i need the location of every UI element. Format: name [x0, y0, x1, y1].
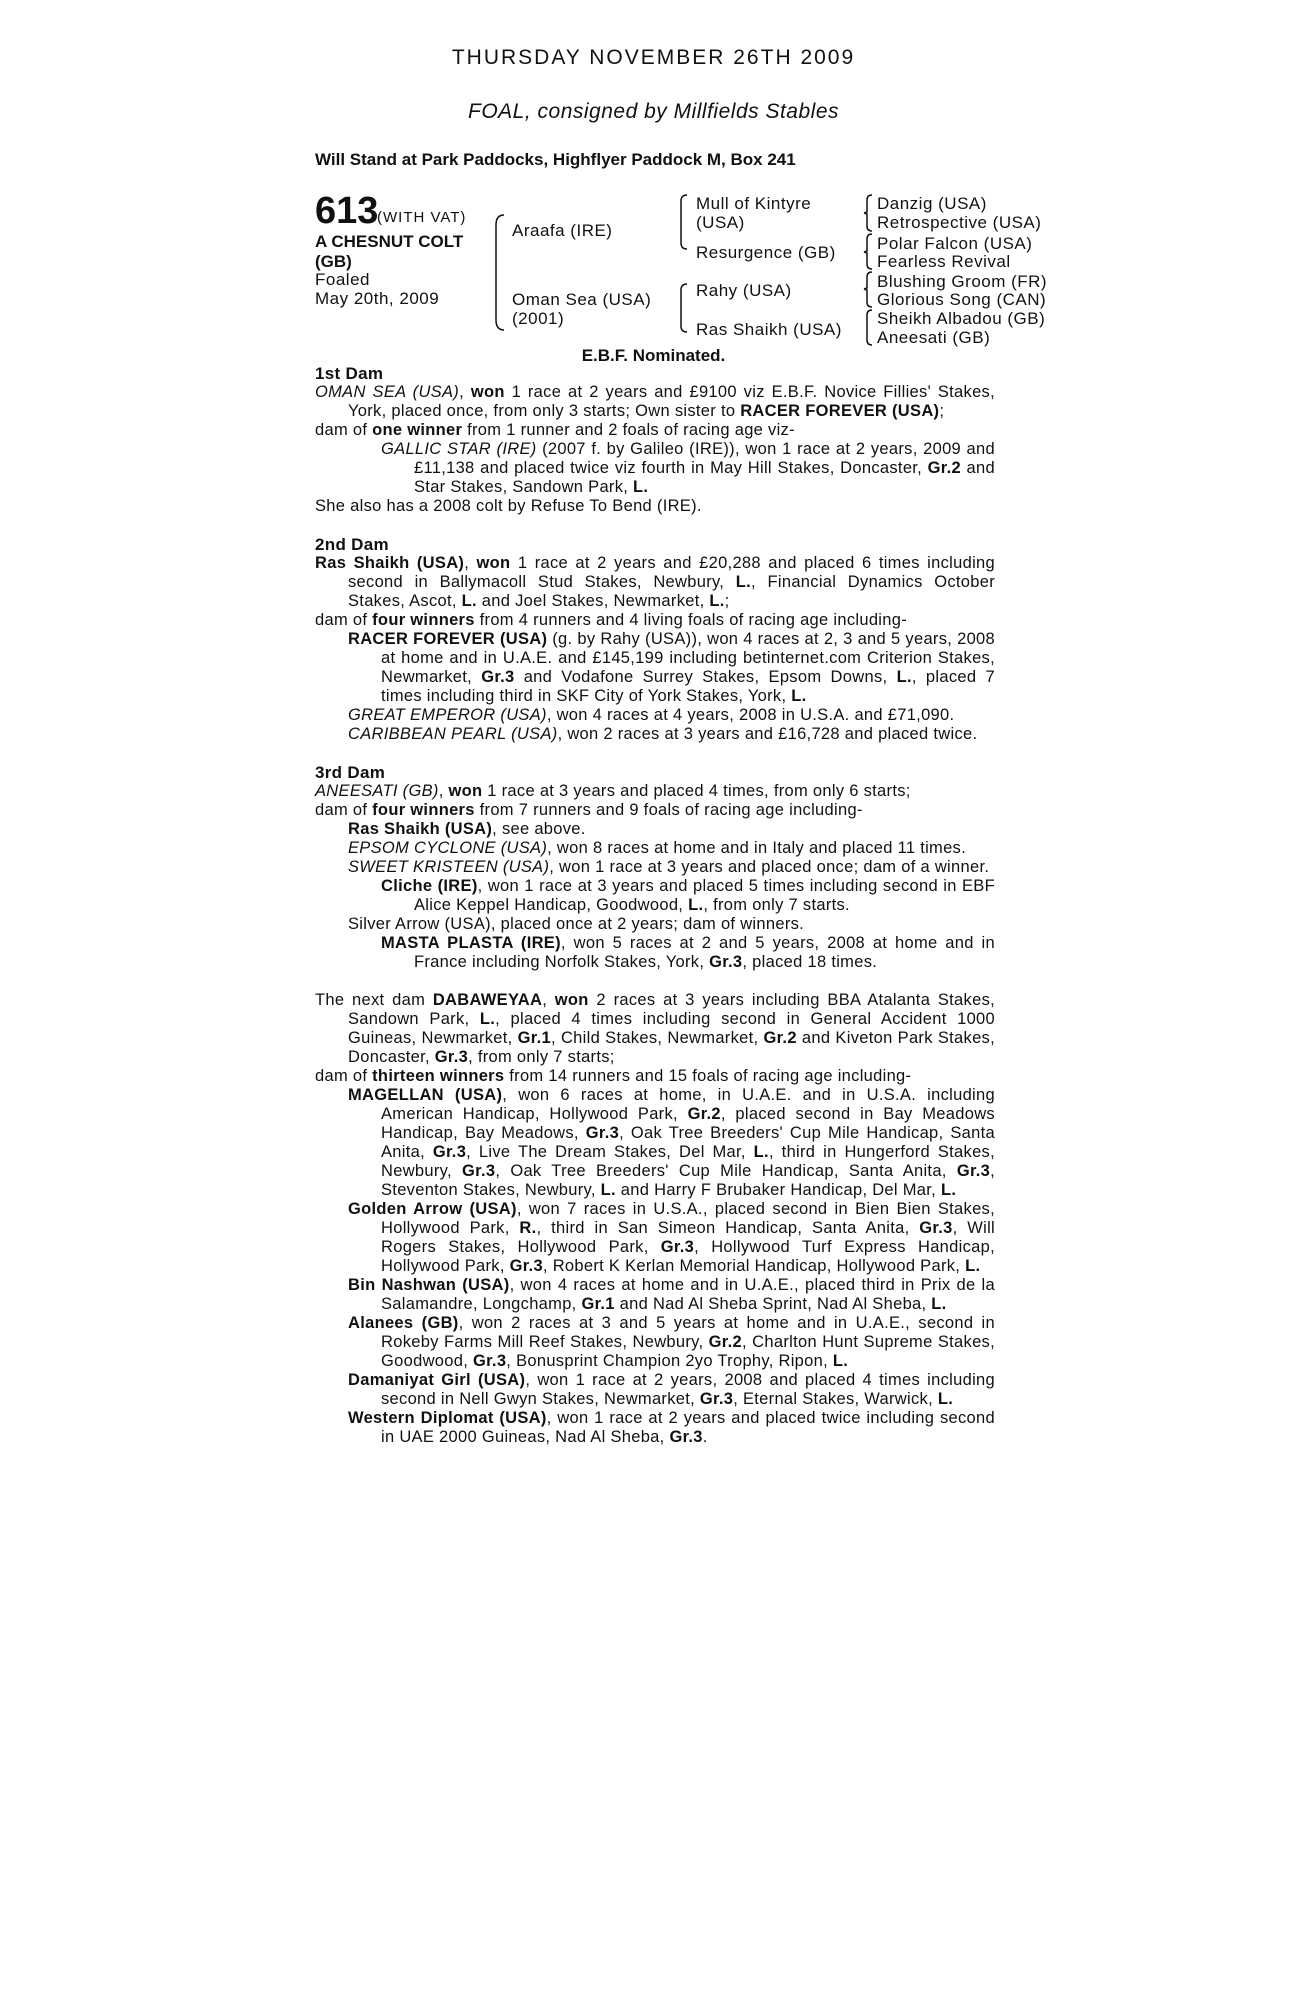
listed-label: L. [461, 592, 477, 610]
horse-text: , won 4 races at 4 years, 2008 in U.S.A. and £71,090. [546, 706, 955, 724]
first-dam-heading: 1st Dam [315, 364, 384, 383]
listed-label: L. [931, 1295, 947, 1313]
horse-text: , see above. [492, 820, 586, 838]
grade-label: Gr.1 [581, 1295, 615, 1313]
pedigree-sire-dam: Resurgence (GB) [696, 243, 836, 262]
produce-golden-arrow [315, 1200, 995, 1276]
horse-text: , won 7 races in U.S.A., placed second in Bien Bien Stakes, Hollywood Park, [381, 1200, 995, 1237]
grade-label: Gr.2 [763, 1029, 797, 1047]
record-text: and Joel Stakes, Newmarket, [476, 592, 710, 610]
pedigree-g7: Sheikh Albadou (GB) [877, 309, 1046, 328]
produce-magellan [315, 1086, 995, 1200]
pedigree-brackets [0, 0, 1307, 360]
produce-masta-plasta [315, 934, 995, 972]
horse-name: Alanees (GB) [348, 1314, 459, 1332]
grade-label: Gr.2 [927, 459, 961, 477]
horse-text: , won 8 races at home and in Italy and placed 11 times. [547, 839, 966, 857]
winners-count: four winners [372, 611, 475, 629]
horse-text: , Bonusprint Champion 2yo Trophy, Ripon, [506, 1352, 833, 1370]
runners-text: from 4 runners and 4 living foals of racing age including- [474, 611, 908, 629]
grade-label: Gr.3 [709, 953, 743, 971]
horse-name: GREAT EMPEROR (USA) [348, 706, 547, 724]
record-text: 1 race at 3 years and placed 4 times, from only 6 starts; [482, 782, 911, 800]
horse-text: , Charlton Hunt Supreme Stakes, Goodwood, [381, 1333, 995, 1370]
horse-text: , Hollywood Turf Express Handicap, Hollywood Park, [381, 1238, 995, 1275]
dam-name: ANEESATI (GB) [315, 782, 439, 800]
horse-text: and Harry F Brubaker Handicap, Del Mar, [615, 1181, 941, 1199]
horse-name: Western Diplomat (USA) [348, 1409, 547, 1427]
runners-text: from 1 runner and 2 foals of racing age viz- [462, 421, 795, 439]
second-dam-heading: 2nd Dam [315, 535, 389, 554]
listed-label: L. [940, 1181, 957, 1199]
pedigree-dam: Oman Sea (USA) [512, 290, 652, 309]
record-text: 2 races at 3 years including BBA Atalanta Stakes, Sandown Park, [348, 991, 995, 1028]
listed-label: L. [600, 1181, 616, 1199]
horse-text: (g. by Rahy (USA)), won 4 races at 2, 3 and 5 years, 2008 at home and in U.A.E. and £145,199 including betinternet.com Criterion Stakes, Newmarket, [381, 630, 996, 686]
pedigree-g8: Aneesati (GB) [877, 328, 991, 347]
next-dam-record [315, 991, 995, 1067]
horse-name: MASTA PLASTA (IRE) [381, 934, 561, 952]
record-text: and Kiveton Park Stakes, Doncaster, [348, 1029, 995, 1066]
catalogue-body [315, 364, 995, 1447]
won-label: won [554, 991, 589, 1009]
grade-label: Gr.3 [481, 668, 515, 686]
first-dam-record: OMAN SEA (USA), won 1 race at 2 years and £9100 viz E.B.F. Novice Fillies' Stakes, York, placed once, from only 3 starts; Own sister to RACER FOREVER (USA); [315, 383, 995, 420]
grade-label: Gr.3 [509, 1257, 543, 1275]
pedigree-g6: Glorious Song (CAN) [877, 290, 1047, 309]
horse-text: , won 4 races at home and in U.A.E., placed third in Prix de la Salamandre, Longchamp, [381, 1276, 995, 1313]
horse-text: , Steventon Stakes, Newbury, [381, 1162, 996, 1199]
dam-name: DABAWEYAA [432, 991, 543, 1009]
pedigree-g5: Blushing Groom (FR) [877, 272, 1048, 291]
listed-label: L. [753, 1143, 769, 1161]
dam-name: Ras Shaikh (USA) [315, 554, 465, 572]
winners-count: thirteen winners [372, 1067, 505, 1085]
next-dam-intro: The next dam [315, 991, 433, 1009]
horse-name: Cliche (IRE) [381, 877, 478, 895]
horse-text: , placed second in Bay Meadows Handicap, Bay Meadows, [381, 1105, 995, 1142]
grade-label: Gr.3 [669, 1428, 703, 1446]
grade-label: Gr.2 [687, 1105, 721, 1123]
produce-western-diplomat [315, 1409, 995, 1447]
first-dam-produce [315, 421, 995, 440]
horse-name: EPSOM CYCLONE (USA) [348, 839, 548, 857]
lot-number: 613 [315, 190, 379, 232]
record-text: , Child Stakes, Newmarket, [550, 1029, 764, 1047]
runners-text: from 7 runners and 9 foals of racing age including- [474, 801, 863, 819]
horse-text: and Nad Al Sheba Sprint, Nad Al Sheba, [614, 1295, 932, 1313]
horse-name: Bin Nashwan (USA) [348, 1276, 510, 1294]
dam-of-label: dam of [315, 801, 373, 819]
produce-silver-arrow: Silver Arrow (USA), placed once at 2 years; dam of winners. [348, 915, 805, 933]
horse-text: , Oak Tree Breeders' Cup Mile Handicap, Santa Anita, [495, 1162, 957, 1180]
listed-label: L. [633, 478, 649, 496]
listed-label: L. [965, 1257, 981, 1275]
grade-label: Gr.3 [956, 1162, 991, 1180]
horse-text: and Vodafone Surrey Stakes, Epsom Downs, [514, 668, 897, 686]
horse-name: Golden Arrow (USA) [348, 1200, 517, 1218]
dam-name: OMAN SEA (USA) [315, 383, 460, 401]
produce-alanees [315, 1314, 995, 1371]
horse-text: , won 1 race at 2 years, 2008 and placed 4 times including second in Nell Gwyn Stakes, Newmarket, [381, 1371, 995, 1408]
third-dam-produce [315, 801, 995, 820]
horse-text: , placed 7 times including third in SKF City of York Stakes, York, [381, 668, 995, 705]
punct: ; [724, 592, 730, 610]
produce-bin-nashwan [315, 1276, 995, 1314]
horse-name: MAGELLAN (USA) [348, 1086, 503, 1104]
horse-text: , from only 7 starts. [703, 896, 850, 914]
horse-name: SWEET KRISTEEN (USA) [348, 858, 550, 876]
won-label: won [470, 383, 505, 401]
listed-label: L. [937, 1390, 954, 1408]
horse-text: , won 1 race at 3 years and placed 5 times including second in EBF Alice Keppel Handicap, Goodwood, [414, 877, 995, 914]
won-label: won [448, 782, 483, 800]
grade-label: Gr.2 [708, 1333, 742, 1351]
pedigree-g2: Retrospective (USA) [877, 213, 1042, 232]
winners-count: four winners [372, 801, 475, 819]
sale-date: THURSDAY NOVEMBER 26TH 2009 [451, 46, 856, 69]
third-dam-record: ANEESATI (GB), won 1 race at 3 years and placed 4 times, from only 6 starts; [315, 782, 911, 800]
won-label: won [476, 554, 511, 572]
listed-label: L. [688, 896, 704, 914]
horse-text: , third in San Simeon Handicap, Santa Anita, [536, 1219, 920, 1237]
dam-of-label: dam of [315, 611, 373, 629]
pedigree-dam-sire: Rahy (USA) [696, 281, 792, 300]
listed-label: L. [479, 1010, 496, 1028]
horse-name: CARIBBEAN PEARL (USA) [348, 725, 558, 743]
runners-text: from 14 runners and 15 foals of racing age including- [504, 1067, 912, 1085]
third-dam-heading: 3rd Dam [315, 763, 386, 782]
horse-text: , won 1 race at 2 years and placed twice including second in UAE 2000 Guineas, Nad Al Sheba, [381, 1409, 995, 1446]
horse-text: , won 2 races at 3 years and £16,728 and placed twice. [557, 725, 978, 743]
horse-text: , won 2 races at 3 and 5 years at home and in U.A.E., second in Rokeby Farms Mill Reef Stakes, Newbury, [381, 1314, 995, 1351]
first-dam-also: She also has a 2008 colt by Refuse To Bend (IRE). [315, 497, 702, 515]
dam-of-label: dam of [315, 1067, 373, 1085]
listed-label: L. [735, 573, 752, 591]
listed-label: L. [896, 668, 912, 686]
punct: . [702, 1428, 708, 1446]
produce-caribbean-pearl [315, 725, 995, 744]
listed-label: L. [791, 687, 807, 705]
horse-text: , Live The Dream Stakes, Del Mar, [466, 1143, 754, 1161]
produce-damaniyat-girl [315, 1371, 995, 1409]
grade-label: Gr.3 [585, 1124, 620, 1142]
produce-racer-forever [315, 630, 995, 706]
consignment-line: FOAL, consigned by Millfields Stables [468, 100, 839, 123]
produce-great-emperor [315, 706, 995, 725]
horse-text: , Oak Tree Breeders' Cup Mile Handicap, Santa Anita, [381, 1124, 995, 1161]
record-text: 1 race at 2 years and £20,288 and placed 6 times including second in Ballymacoll Stud Stakes, Newbury, [348, 554, 995, 591]
ebf-nominated: E.B.F. Nominated. [581, 346, 726, 365]
grade-label: Gr.3 [472, 1352, 507, 1370]
produce-cliche [315, 877, 995, 915]
pedigree-sire-sire-country: (USA) [696, 213, 745, 232]
pedigree-sire: Araafa (IRE) [512, 221, 613, 240]
horse-text: , won 1 race at 3 years and placed once; dam of a winner. [549, 858, 990, 876]
foaled-date: May 20th, 2009 [315, 289, 440, 308]
second-dam-record: Ras Shaikh (USA), won 1 race at 2 years and £20,288 and placed 6 times including second in Ballymacoll Stud Stakes, Newbury, L., Financial Dynamics October Stakes, Ascot, L. and Joel Stakes, Newmarket, L.; [315, 554, 996, 610]
horse-text: and Star Stakes, Sandown Park, [414, 459, 995, 496]
horse-name: Ras Shaikh (USA) [348, 820, 493, 838]
pedigree-g3: Polar Falcon (USA) [877, 234, 1033, 253]
produce-gallic-star [315, 440, 995, 497]
pedigree-g4: Fearless Revival [877, 252, 1011, 271]
horse-text: , won 5 races at 2 and 5 years, 2008 at home and in France including Norfolk Stakes, York, [414, 934, 995, 971]
punct: ; [939, 402, 945, 420]
stand-location: Will Stand at Park Paddocks, Highflyer Paddock M, Box 241 [315, 150, 796, 169]
lot-description: A CHESNUT COLT (GB) [315, 232, 464, 271]
winners-count: one winner [372, 421, 463, 439]
listed-label: L. [832, 1352, 849, 1370]
racer-forever-name: RACER FOREVER (USA) [740, 402, 940, 420]
horse-name: GALLIC STAR (IRE) [381, 440, 537, 458]
produce-sweet-kristeen [315, 858, 995, 877]
first-dam-text: 1 race at 2 years and £9100 viz E.B.F. Novice Fillies' Stakes, York, placed once, from only 3 starts; Own sister to [348, 383, 995, 420]
pedigree-sire-sire: Mull of Kintyre [696, 194, 812, 213]
pedigree-dam-year: (2001) [512, 309, 565, 328]
second-dam-produce [315, 611, 995, 630]
pedigree-g1: Danzig (USA) [877, 194, 987, 213]
pedigree-dam-dam: Ras Shaikh (USA) [696, 320, 842, 339]
grade-label: Gr.3 [660, 1238, 695, 1256]
produce-ras-shaikh [315, 820, 995, 839]
produce-epsom-cyclone [315, 839, 995, 858]
horse-text: , third in Hungerford Stakes, Newbury, [381, 1143, 995, 1180]
horse-text: , Eternal Stakes, Warwick, [733, 1390, 938, 1408]
punct: , [542, 991, 555, 1009]
vat-note: (WITH VAT) [377, 209, 467, 226]
horse-name: Damaniyat Girl (USA) [348, 1371, 526, 1389]
dam-of-label: dam of [315, 421, 373, 439]
record-text: , Financial Dynamics October Stakes, Ascot, [348, 573, 996, 610]
horse-text: (2007 f. by Galileo (IRE)), won 1 race at 2 years, 2009 and £11,138 and placed twice viz fourth in May Hill Stakes, Doncaster, [414, 440, 995, 477]
foaled-label: Foaled [315, 270, 370, 289]
grade-label: Gr.3 [434, 1048, 469, 1066]
horse-text: , Robert K Kerlan Memorial Handicap, Hollywood Park, [542, 1257, 966, 1275]
restricted-label: R. [519, 1219, 537, 1237]
horse-name: RACER FOREVER (USA) [348, 630, 548, 648]
grade-label: Gr.1 [517, 1029, 551, 1047]
record-text: , placed 4 times including second in General Accident 1000 Guineas, Newmarket, [348, 1010, 995, 1047]
horse-text: , placed 18 times. [742, 953, 878, 971]
grade-label: Gr.3 [462, 1162, 496, 1180]
horse-text: , won 6 races at home, in U.A.E. and in U.S.A. including American Handicap, Hollywood Park, [381, 1086, 995, 1123]
grade-label: Gr.3 [699, 1390, 734, 1408]
grade-label: Gr.3 [919, 1219, 953, 1237]
next-dam-produce [315, 1067, 995, 1086]
grade-label: Gr.3 [432, 1143, 467, 1161]
listed-label: L. [709, 592, 725, 610]
record-text: , from only 7 starts; [468, 1048, 615, 1066]
horse-text: , Will Rogers Stakes, Hollywood Park, [381, 1219, 996, 1256]
